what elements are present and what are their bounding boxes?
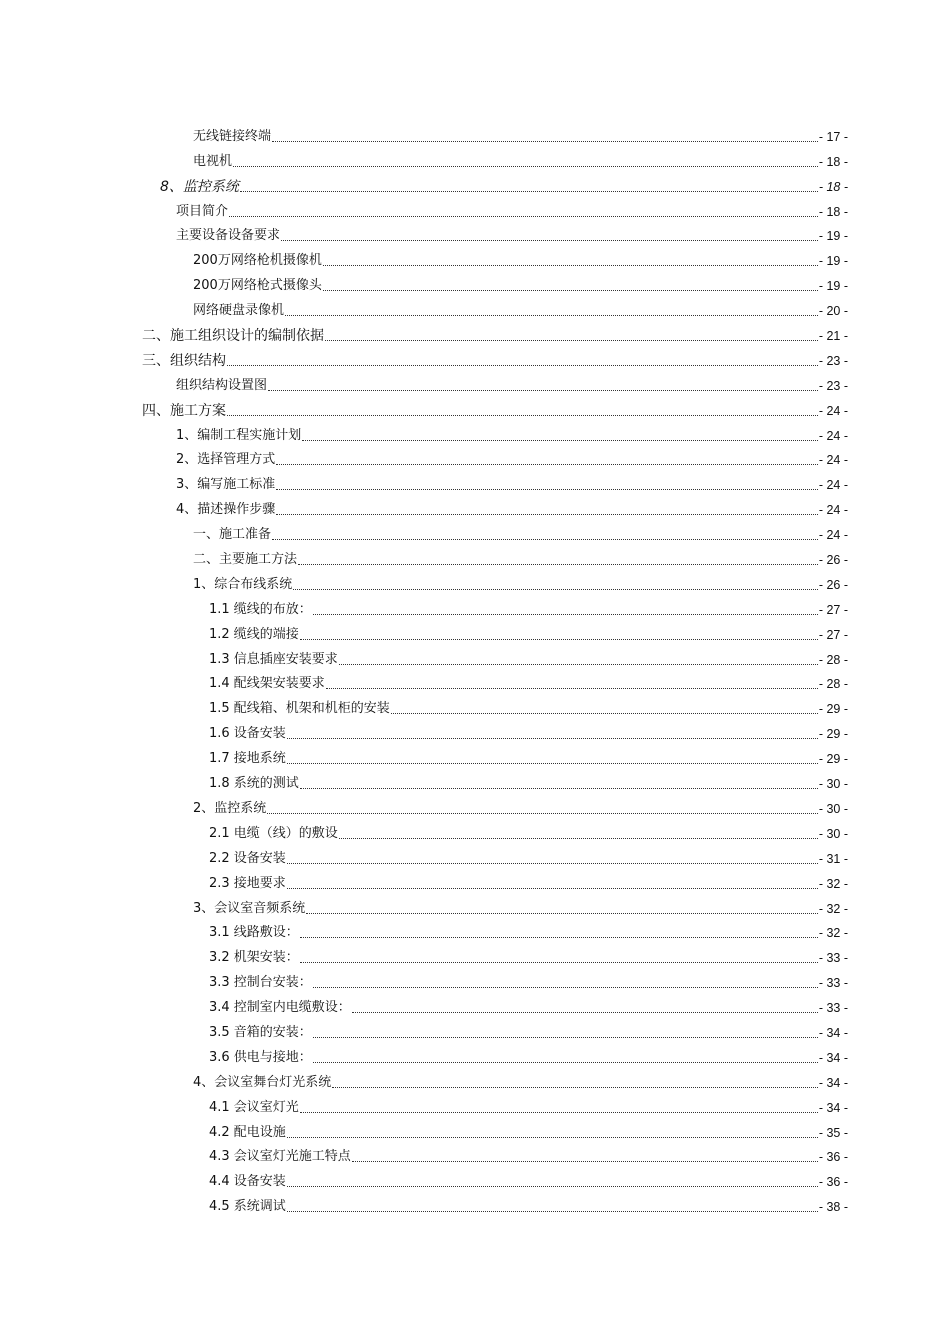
toc-entry[interactable] [0, 1095, 950, 1120]
toc-entry[interactable] [0, 597, 950, 622]
toc-dot-leader [352, 1160, 818, 1162]
toc-dot-leader [240, 190, 818, 192]
toc-entry[interactable] [0, 622, 950, 647]
toc-entry-page-number: - 32 - [818, 926, 848, 941]
toc-dot-leader [287, 1136, 818, 1138]
toc-entry-title: 200万网络枪机摄像机 [193, 253, 322, 269]
toc-entry-page-number: - 24 - [818, 453, 848, 468]
toc-entry-title: 3.3 控制台安装： [209, 975, 312, 991]
toc-entry[interactable] [0, 721, 950, 746]
toc-entry-title: 1.4 配线架安装要求 [209, 676, 325, 692]
toc-entry[interactable] [0, 647, 950, 672]
toc-entry[interactable] [0, 248, 950, 273]
toc-entry-title: 1.8 系统的测试 [209, 776, 299, 792]
toc-entry[interactable] [0, 1120, 950, 1145]
toc-entry[interactable] [0, 746, 950, 771]
toc-entry-title: 4.2 配电设施 [209, 1124, 286, 1140]
toc-entry[interactable] [0, 871, 950, 896]
toc-entry[interactable] [0, 672, 950, 697]
toc-entry-page-number: - 24 - [818, 478, 848, 493]
toc-entry-page-number: - 23 - [818, 378, 848, 393]
toc-entry-page-number: - 20 - [818, 304, 848, 319]
toc-entry[interactable] [0, 696, 950, 721]
toc-entry-title: 1.6 设备安装 [209, 726, 286, 742]
toc-entry-title: 2.3 接地要求 [209, 875, 286, 891]
toc-dot-leader [332, 1086, 818, 1088]
toc-entry-title: 主要设备设备要求 [176, 228, 281, 244]
toc-dot-leader [229, 215, 818, 217]
toc-dot-leader [276, 488, 818, 490]
toc-entry-title: 2、选择管理方式 [176, 452, 276, 468]
toc-entry-title: 1、综合布线系统 [193, 576, 293, 592]
toc-entry[interactable] [0, 398, 950, 423]
toc-entry-page-number: - 31 - [818, 851, 848, 866]
toc-dot-leader [287, 762, 818, 764]
toc-entry-page-number: - 35 - [818, 1125, 848, 1140]
toc-entry-page-number: - 24 - [818, 428, 848, 443]
toc-dot-leader [391, 712, 818, 714]
toc-entry-page-number: - 28 - [818, 652, 848, 667]
toc-dot-leader [298, 563, 818, 565]
toc-dot-leader [293, 588, 818, 590]
toc-entry-page-number: - 23 - [818, 353, 848, 368]
toc-entry-page-number: - 29 - [818, 752, 848, 767]
toc-entry-title: 2.2 设备安装 [209, 850, 286, 866]
toc-entry[interactable] [0, 1020, 950, 1045]
toc-entry-title: 1.3 信息插座安装要求 [209, 651, 338, 667]
toc-entry-page-number: - 32 - [818, 901, 848, 916]
toc-dot-leader [313, 613, 818, 615]
toc-entry[interactable] [0, 945, 950, 970]
toc-entry-title: 1.7 接地系统 [209, 751, 286, 767]
toc-entry[interactable] [0, 846, 950, 871]
toc-entry[interactable] [0, 821, 950, 846]
toc-entry[interactable] [0, 995, 950, 1020]
toc-entry-page-number: - 38 - [818, 1200, 848, 1215]
toc-entry-page-number: - 18 - [818, 204, 848, 219]
toc-dot-leader [287, 1185, 818, 1187]
toc-entry[interactable] [0, 796, 950, 821]
table-of-contents [0, 124, 950, 1219]
toc-entry[interactable] [0, 1145, 950, 1170]
toc-entry-title: 1、编制工程实施计划 [176, 427, 302, 443]
toc-dot-leader [300, 961, 818, 963]
toc-dot-leader [233, 165, 818, 167]
toc-entry[interactable] [0, 572, 950, 597]
toc-dot-leader [287, 737, 818, 739]
toc-entry[interactable] [0, 896, 950, 921]
toc-entry[interactable] [0, 1169, 950, 1194]
toc-entry-page-number: - 24 - [818, 403, 848, 418]
toc-entry-title: 二、施工组织设计的编制依据 [142, 328, 324, 345]
toc-entry-page-number: - 19 - [818, 229, 848, 244]
toc-dot-leader [285, 314, 818, 316]
toc-entry-page-number: - 30 - [818, 777, 848, 792]
toc-entry-title: 2.1 电缆（线）的敷设 [209, 825, 338, 841]
toc-dot-leader [287, 1210, 818, 1212]
toc-entry-page-number: - 36 - [818, 1175, 848, 1190]
toc-dot-leader [272, 538, 818, 540]
toc-entry[interactable] [0, 423, 950, 448]
toc-dot-leader [339, 837, 818, 839]
toc-entry[interactable] [0, 497, 950, 522]
toc-dot-leader [268, 389, 818, 391]
toc-dot-leader [313, 1036, 818, 1038]
toc-entry-page-number: - 34 - [818, 1100, 848, 1115]
toc-dot-leader [276, 513, 818, 515]
toc-entry-page-number: - 18 - [818, 179, 848, 194]
toc-dot-leader [323, 264, 818, 266]
toc-entry-title: 3.5 音箱的安装： [209, 1024, 312, 1040]
toc-dot-leader [300, 787, 818, 789]
toc-entry-page-number: - 32 - [818, 876, 848, 891]
toc-entry-page-number: - 33 - [818, 1001, 848, 1016]
toc-dot-leader [300, 1111, 818, 1113]
toc-dot-leader [306, 912, 818, 914]
toc-entry-title: 四、施工方案 [142, 402, 226, 419]
toc-entry-page-number: - 33 - [818, 951, 848, 966]
toc-entry-title: 二、主要施工方法 [193, 552, 298, 568]
toc-dot-leader [313, 986, 818, 988]
toc-entry-title: 三、组织结构 [142, 352, 226, 369]
toc-entry[interactable] [0, 373, 950, 398]
toc-entry-title: 3.1 线路敷设： [209, 925, 299, 941]
toc-dot-leader [281, 239, 818, 241]
toc-entry[interactable] [0, 224, 950, 249]
toc-entry-title: 200万网络枪式摄像头 [193, 278, 322, 294]
toc-entry-title: 4、描述操作步骤 [176, 502, 276, 518]
toc-entry-page-number: - 28 - [818, 677, 848, 692]
toc-entry-page-number: - 34 - [818, 1050, 848, 1065]
toc-entry-page-number: - 29 - [818, 702, 848, 717]
toc-entry-page-number: - 27 - [818, 602, 848, 617]
toc-entry-page-number: - 17 - [818, 129, 848, 144]
toc-entry-title: 一、施工准备 [193, 527, 272, 543]
toc-dot-leader [339, 663, 818, 665]
toc-entry-title: 4.4 设备安装 [209, 1174, 286, 1190]
toc-entry[interactable] [0, 323, 950, 348]
toc-entry-title: 1.2 缆线的端接 [209, 626, 299, 642]
toc-entry-page-number: - 21 - [818, 329, 848, 344]
toc-entry-title: 3、编写施工标准 [176, 477, 276, 493]
toc-entry[interactable] [0, 970, 950, 995]
toc-entry-page-number: - 30 - [818, 826, 848, 841]
toc-entry-page-number: - 24 - [818, 528, 848, 543]
toc-dot-leader [227, 364, 818, 366]
toc-entry-title: 4.3 会议室灯光施工特点 [209, 1149, 351, 1165]
toc-entry-page-number: - 24 - [818, 503, 848, 518]
toc-dot-leader [300, 638, 818, 640]
toc-entry-title: 项目简介 [176, 203, 229, 219]
toc-entry-title: 4、会议室舞台灯光系统 [193, 1074, 332, 1090]
toc-entry[interactable] [0, 124, 950, 149]
toc-entry[interactable] [0, 298, 950, 323]
toc-entry-title: 3、会议室音频系统 [193, 900, 306, 916]
toc-dot-leader [323, 289, 818, 291]
toc-entry-page-number: - 19 - [818, 279, 848, 294]
toc-dot-leader [352, 1011, 818, 1013]
toc-entry[interactable] [0, 921, 950, 946]
toc-entry-page-number: - 18 - [818, 154, 848, 169]
toc-dot-leader [300, 936, 818, 938]
toc-entry-page-number: - 26 - [818, 577, 848, 592]
toc-entry[interactable] [0, 547, 950, 572]
toc-entry[interactable] [0, 472, 950, 497]
toc-entry[interactable] [0, 522, 950, 547]
toc-entry-title: 4.5 系统调试 [209, 1199, 286, 1215]
toc-entry-page-number: - 29 - [818, 727, 848, 742]
toc-entry-title: 组织结构设置图 [176, 377, 268, 393]
toc-dot-leader [313, 1061, 818, 1063]
toc-entry-title: 网络硬盘录像机 [193, 303, 285, 319]
toc-entry[interactable] [0, 174, 950, 199]
toc-entry-page-number: - 34 - [818, 1025, 848, 1040]
toc-entry-title: 3.4 控制室内电缆敷设： [209, 1000, 351, 1016]
toc-entry-page-number: - 26 - [818, 553, 848, 568]
toc-entry-page-number: - 30 - [818, 801, 848, 816]
toc-dot-leader [276, 463, 818, 465]
toc-entry[interactable] [0, 1045, 950, 1070]
toc-entry-page-number: - 34 - [818, 1075, 848, 1090]
toc-entry[interactable] [0, 348, 950, 373]
toc-entry-title: 无线链接终端 [193, 128, 272, 144]
toc-entry[interactable] [0, 273, 950, 298]
toc-entry-page-number: - 36 - [818, 1150, 848, 1165]
toc-entry[interactable] [0, 149, 950, 174]
toc-entry-title: 8、监控系统 [160, 178, 239, 195]
toc-dot-leader [267, 812, 818, 814]
toc-entry[interactable] [0, 448, 950, 473]
toc-entry-title: 1.1 缆线的布放： [209, 601, 312, 617]
toc-entry-title: 电视机 [193, 153, 233, 169]
toc-dot-leader [302, 439, 818, 441]
toc-entry-page-number: - 19 - [818, 254, 848, 269]
toc-dot-leader [326, 687, 818, 689]
toc-entry-title: 4.1 会议室灯光 [209, 1099, 299, 1115]
toc-dot-leader [227, 414, 818, 416]
toc-entry-title: 3.2 机架安装： [209, 950, 299, 966]
toc-entry-page-number: - 33 - [818, 976, 848, 991]
toc-entry-page-number: - 27 - [818, 627, 848, 642]
toc-entry[interactable] [0, 1194, 950, 1219]
toc-entry-title: 3.6 供电与接地： [209, 1049, 312, 1065]
toc-dot-leader [325, 339, 818, 341]
toc-dot-leader [272, 140, 818, 142]
toc-entry[interactable] [0, 771, 950, 796]
toc-entry-title: 1.5 配线箱、机架和机柜的安装 [209, 701, 390, 717]
toc-dot-leader [287, 862, 818, 864]
toc-dot-leader [287, 887, 818, 889]
toc-entry[interactable] [0, 199, 950, 224]
toc-entry[interactable] [0, 1070, 950, 1095]
toc-entry-title: 2、监控系统 [193, 800, 267, 816]
